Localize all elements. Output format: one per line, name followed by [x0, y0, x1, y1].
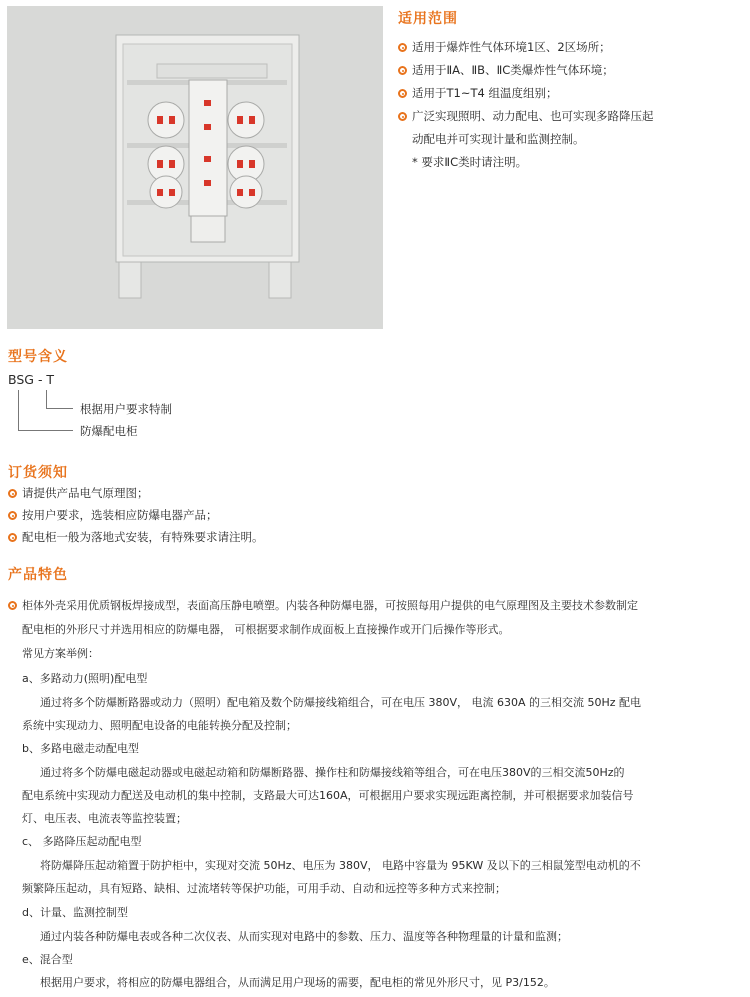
bullet-icon [398, 112, 407, 121]
scope-item [398, 63, 614, 77]
scope-continuation: 动配电并可实现计量和监测控制。 [412, 132, 585, 146]
type-a-title: a、多路动力(照明)配电型 [22, 672, 148, 685]
order-title: 订货须知 [8, 465, 68, 481]
order-item-text: 请提供产品电气原理图； [22, 486, 149, 500]
features-intro [8, 599, 638, 613]
order-item [8, 486, 149, 500]
type-a-line: 系统中实现动力、照明配电设备的电能转换分配及控制； [22, 719, 297, 732]
scope-item-text: 广泛实现照明、动力配电、也可实现多路降压起 [412, 109, 654, 123]
scope-item-text: 适用于爆炸性气体环境1区、2区场所； [412, 40, 611, 54]
type-e-line: 根据用户要求，将相应的防爆电器组合，从而满足用户现场的需要，配电柜的常见外形尺寸，见 P3/152。 [40, 976, 555, 989]
type-c-line: 频繁降压起动，具有短路、缺相、过流堵转等保护功能，可用手动、自动和远控等多种方式来控制； [22, 882, 506, 895]
features-intro-3: 常见方案举例： [22, 647, 99, 660]
model-title: 型号含义 [8, 349, 68, 365]
type-d-title: d、计量、监测控制型 [22, 906, 128, 919]
scope-item [398, 86, 557, 100]
scope-title: 适用范围 [398, 11, 458, 27]
bullet-icon [8, 489, 17, 498]
type-c-line: 将防爆降压起动箱置于防护柜中，实现对交流 50Hz、电压为 380V， 电路中容量为 95KW 及以下的三相鼠笼型电动机的不 [40, 859, 641, 872]
model-label-t: 根据用户要求特制 [80, 402, 172, 416]
type-b-line: 配电系统中实现动力配送及电动机的集中控制，支路最大可达160A，可根据用户要求实现远距离控制，并可根据要求加装信号 [22, 789, 634, 802]
type-e-title: e、混合型 [22, 953, 73, 966]
bullet-icon [398, 43, 407, 52]
model-bracket-bsg [18, 390, 73, 431]
order-item [8, 508, 218, 522]
type-c-title: c、 多路降压起动配电型 [22, 835, 142, 848]
model-label-bsg: 防爆配电柜 [80, 424, 138, 438]
scope-item [398, 40, 611, 54]
scope-item [398, 109, 654, 123]
bullet-icon [398, 66, 407, 75]
order-item-text: 按用户要求，选装相应防爆电器产品； [22, 508, 218, 522]
type-b-title: b、多路电磁走动配电型 [22, 742, 139, 755]
distribution-cabinet-image [7, 6, 383, 329]
order-item [8, 530, 264, 544]
features-intro-2: 配电柜的外形尺寸并选用相应的防爆电器， 可根据要求制作成面板上直接操作或开门后操作等形式。 [22, 623, 510, 636]
bullet-icon [8, 601, 17, 610]
type-a-line: 通过将多个防爆断路器或动力（照明）配电箱及数个防爆接线箱组合，可在电压 380V， 电流 630A 的三相交流 50Hz 配电 [40, 696, 642, 709]
features-intro-text: 柜体外壳采用优质钢板焊接成型，表面高压静电喷塑。内装各种防爆电器，可按照每用户提供的电气原理图及主要技术参数制定 [22, 599, 638, 612]
order-item-text: 配电柜一般为落地式安装，有特殊要求请注明。 [22, 530, 264, 544]
model-code: BSG - T [8, 372, 55, 387]
scope-note: * 要求ⅡC类时请注明。 [412, 155, 528, 169]
scope-item-text: 适用于ⅡA、ⅡB、ⅡC类爆炸性气体环境； [412, 63, 614, 77]
features-title: 产品特色 [8, 567, 68, 583]
bullet-icon [8, 511, 17, 520]
type-d-line: 通过内装各种防爆电表或各种二次仪表、从而实现对电路中的参数、压力、温度等各种物理量的计量和监测； [40, 930, 568, 943]
product-photo [7, 6, 383, 329]
bullet-icon [8, 533, 17, 542]
bullet-icon [398, 89, 407, 98]
type-b-line: 灯、电压表、电流表等监控装置； [22, 812, 187, 825]
type-b-line: 通过将多个防爆电磁起动器或电磁起动箱和防爆断路器、操作柱和防爆接线箱等组合，可在电压380V的三相交流50Hz的 [40, 766, 625, 779]
scope-item-text: 适用于T1~T4 组温度组别； [412, 86, 558, 100]
